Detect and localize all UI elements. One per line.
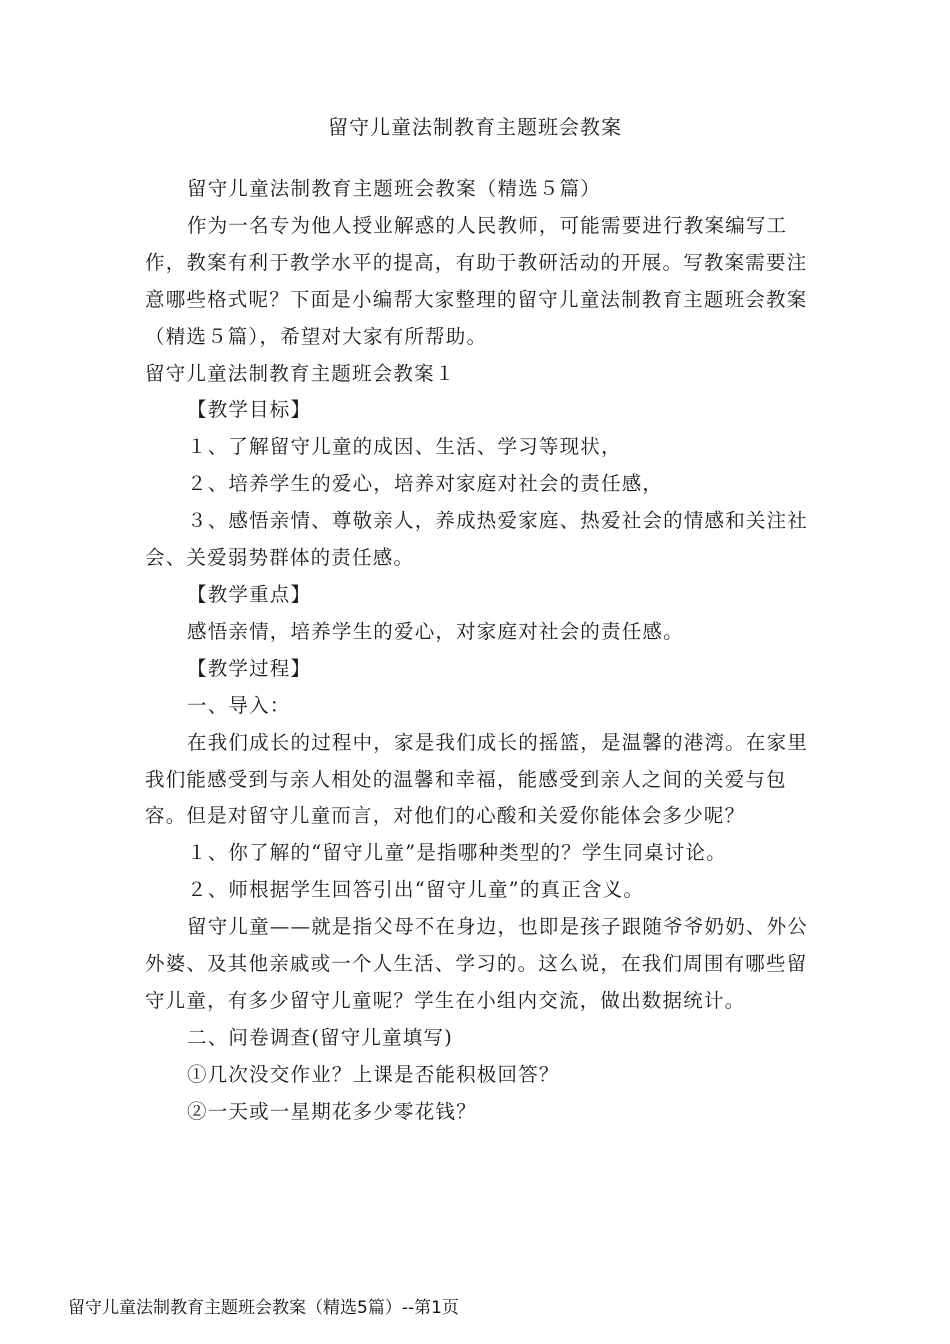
step-intro-heading: 一、导入：	[187, 693, 291, 717]
teaching-focus-text: 感悟亲情，培养学生的爱心，对家庭对社会的责任感。	[187, 619, 684, 643]
goal-item-1: １、了解留守儿童的成因、生活、学习等现状，	[187, 435, 622, 459]
teaching-goals-heading: 【教学目标】	[187, 398, 312, 422]
question-item-2: ２、师根据学生回答引出“留守儿童”的真正含义。	[187, 878, 645, 902]
survey-item-2: ②一天或一星期花多少零花钱？	[187, 1099, 477, 1123]
teaching-process-heading: 【教学过程】	[187, 656, 312, 680]
goal-item-3: ３、感悟亲情、尊敬亲人，养成热爱家庭、热爱社会的情感和关注社会、关爱弱势群体的责任感。	[145, 509, 809, 570]
document-body	[145, 171, 810, 1131]
question-item-1: １、你了解的“留守儿童”是指哪种类型的？学生同桌讨论。	[187, 841, 727, 865]
survey-heading: 二、问卷调查(留守儿童填写)	[187, 1025, 454, 1049]
section-heading: 留守儿童法制教育主题班会教案１	[145, 361, 456, 385]
document-title: 留守儿童法制教育主题班会教案	[328, 115, 622, 139]
goal-item-2: ２、培养学生的爱心，培养对家庭对社会的责任感，	[187, 472, 664, 496]
step-intro-paragraph: 在我们成长的过程中，家是我们成长的摇篮，是温馨的港湾。在家里我们能感受到与亲人相处的温馨和幸福，能感受到亲人之间的关爱与包容。但是对留守儿童而言，对他们的心酸和关爱你能体会多少呢？	[145, 730, 809, 828]
definition-paragraph: 留守儿童——就是指父母不在身边，也即是孩子跟随爷爷奶奶、外公外婆、及其他亲戚或一个人生活、学习的。这么说，在我们周围有哪些留守儿童，有多少留守儿童呢？学生在小组内交流，做出数据统计。	[145, 915, 809, 1012]
survey-item-1: ①几次没交作业？上课是否能积极回答？	[187, 1062, 560, 1086]
page-footer: 留守儿童法制教育主题班会教案（精选5篇）--第1页	[68, 1298, 459, 1318]
subtitle-paragraph: 留守儿童法制教育主题班会教案（精选５篇）	[187, 177, 602, 200]
teaching-focus-heading: 【教学重点】	[187, 582, 312, 606]
intro-paragraph: 作为一名专为他人授业解惑的人民教师，可能需要进行教案编写工作，教案有利于教学水平的提高，有助于教研活动的开展。写教案需要注意哪些格式呢？下面是小编帮大家整理的留守儿童法制教育主题班会教案（精选５篇），希望对大家有所帮助。	[145, 213, 808, 348]
